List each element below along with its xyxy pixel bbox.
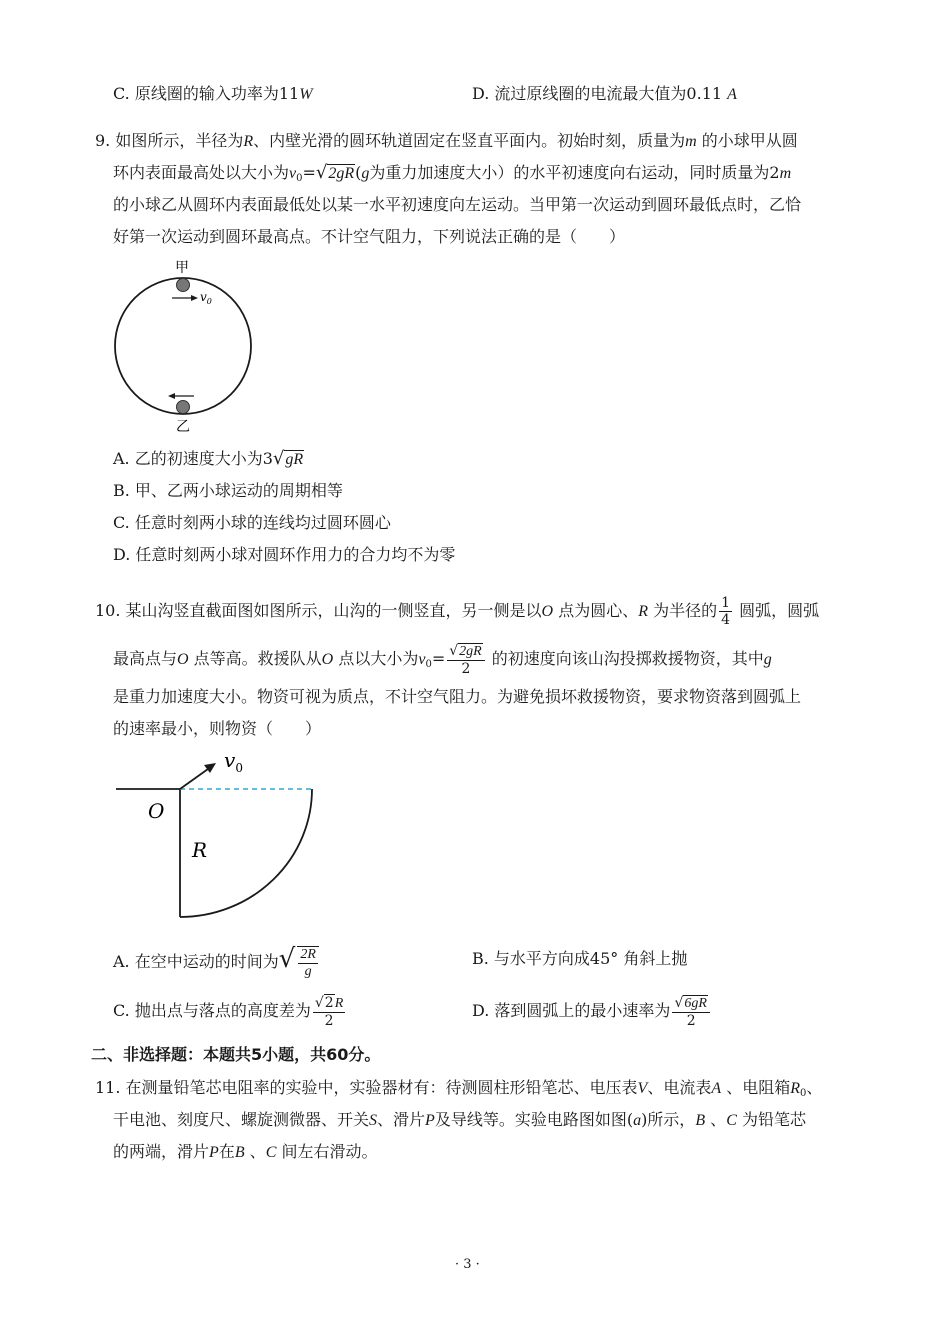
q10-symbol-g: g	[763, 651, 772, 668]
q10-option-a	[113, 942, 321, 980]
sqrt-icon: √	[449, 642, 459, 659]
q10-text: 点等高。救援队从	[188, 649, 322, 668]
q10-subscript: 0	[425, 659, 432, 670]
q9-option-c	[113, 512, 391, 534]
q10-symbol-o: O	[541, 603, 554, 620]
q10-symbol-r: R	[638, 603, 648, 620]
q9-option-c-text: C. 任意时刻两小球的连线均过圆环圆心	[113, 513, 391, 532]
q9-symbol-m: m	[685, 133, 697, 150]
q11-text: 、	[244, 1142, 266, 1161]
q9-ball-yi	[177, 401, 190, 414]
q11-symbol-c: C	[726, 1112, 737, 1129]
q10-frac-den: 4	[721, 612, 730, 628]
q10-stem-line-4	[113, 718, 321, 740]
q11-symbol-p: P	[209, 1144, 219, 1161]
q11-symbol-p: P	[425, 1112, 435, 1129]
q10-option-b	[472, 948, 687, 970]
q9-stem-line-1	[95, 130, 798, 153]
q9-label-jia: 甲	[175, 260, 189, 276]
q10-stem-line-1	[95, 594, 819, 629]
sqrt-icon: √	[272, 448, 285, 469]
q9-label-yi: 乙	[176, 419, 190, 435]
q11-text: 、滑片	[377, 1110, 426, 1129]
q10-frac-num: 2	[324, 994, 334, 1011]
q9-subscript: 0	[296, 173, 303, 184]
q11-symbol-s: S	[369, 1112, 378, 1129]
q10-option-a-text: A. 在空中运动的时间为	[113, 952, 279, 971]
section-2-title: 二、非选择题：本题共5小题，共60分。	[91, 1045, 381, 1064]
q10-equals: =	[431, 649, 446, 668]
q11-symbol-c: C	[265, 1144, 277, 1161]
q10-fraction-v0	[447, 643, 484, 677]
q10-velocity-arrow	[180, 769, 208, 789]
q9-text: 为重力加速度大小）的水平初速度向右运动，同时质量为2	[369, 163, 780, 182]
q10-gully-figure	[112, 745, 332, 925]
q11-text: 在	[218, 1142, 235, 1161]
q10-frac-den: g	[304, 963, 312, 979]
q11-symbol-b: B	[234, 1144, 245, 1161]
q9-option-b	[113, 480, 343, 502]
arrow-head-icon	[191, 295, 198, 301]
q11-stem-line-2	[113, 1109, 806, 1132]
q10-frac-den: 2	[324, 1012, 334, 1029]
q11-symbol-a-fig: a	[633, 1112, 642, 1129]
q9-symbol-g: g	[361, 165, 370, 182]
q10-text: 的速率最小，则物资（ ）	[113, 719, 322, 738]
q11-text: 为铅笔芯	[736, 1110, 806, 1129]
q10-symbol-o: O	[321, 651, 334, 668]
q10-option-d-frac	[672, 995, 709, 1029]
q9-option-d-text: D. 任意时刻两小球对圆环作用力的合力均不为零	[113, 545, 456, 564]
q10-label-o: O	[148, 799, 165, 823]
q10-option-a-frac	[297, 946, 319, 980]
q9-symbol-v: v	[289, 165, 297, 182]
q11-text: )所示，	[641, 1110, 696, 1129]
q10-text: 的初速度向该山沟投掷救援物资，其中	[486, 649, 764, 668]
q10-symbol-v: v	[418, 651, 426, 668]
page-number-text: · 3 ·	[455, 1257, 480, 1272]
q10-text: 为半径的	[647, 601, 718, 620]
q9-stem-line-3	[113, 194, 801, 216]
q10-frac-num: 2R	[300, 946, 316, 962]
q10-text: 点以大小为	[333, 649, 419, 668]
q11-text: 的两端，滑片	[113, 1142, 210, 1161]
q10-fraction-quarter	[719, 595, 732, 628]
q8-option-c	[113, 83, 313, 106]
q10-frac-den: 2	[686, 1012, 696, 1029]
q8-option-d-unit: A	[727, 86, 737, 103]
q11-text: 间左右滑动。	[276, 1142, 378, 1161]
q10-text: 是重力加速度大小。物资可视为质点，不计空气阻力。为避免损坏救援物资，要求物资落到圆弧上	[113, 687, 802, 706]
q10-frac-num: 1	[721, 595, 730, 611]
q10-text: 点为圆心、	[553, 601, 639, 620]
q9-sqrt-expr: 2gR	[328, 165, 355, 182]
q10-stem-line-2	[113, 642, 772, 682]
q9-symbol-r: R	[243, 133, 254, 150]
section-2-heading	[91, 1044, 380, 1066]
q11-text: 及导线等。实验电路图如图(	[434, 1110, 634, 1129]
q9-option-d	[113, 544, 455, 566]
q11-stem-line-3	[113, 1141, 377, 1164]
q9-ball-jia	[177, 279, 190, 292]
q10-option-c-text: C. 抛出点与落点的高度差为	[113, 1001, 311, 1020]
q10-text: 最高点与	[113, 649, 178, 668]
q10-symbol-o: O	[177, 651, 189, 668]
q11-symbol-v: V	[637, 1080, 648, 1097]
q9-text: 、内壁光滑的圆环轨道固定在竖直平面内。初始时刻，质量为	[253, 131, 686, 150]
q11-subscript: 0	[800, 1088, 807, 1099]
q9-stem-line-4	[113, 226, 625, 248]
q11-text: 、电流表	[647, 1078, 712, 1097]
q11-text: 、	[705, 1110, 727, 1129]
q9-option-a-text: A. 乙的初速度大小为3	[113, 449, 273, 468]
q9-text: 好第一次运动到圆环最高点。不计空气阻力，下列说法正确的是（ ）	[113, 227, 626, 246]
q9-stem-line-2	[113, 162, 791, 190]
q10-option-b-text: B. 与水平方向成45° 角斜上抛	[472, 949, 688, 968]
q9-text: 的小球甲从圆	[696, 131, 798, 150]
q11-text: 、	[806, 1078, 823, 1097]
q9-circle-figure	[108, 256, 268, 436]
q10-label-r: R	[192, 838, 208, 862]
q10-text: 圆弧，圆弧	[734, 601, 820, 620]
q9-text: 的小球乙从圆环内表面最低处以某一水平初速度向左运动。当甲第一次运动到圆环最低点时，乙恰	[113, 195, 802, 214]
q9-label-v: $v_0$	[200, 290, 212, 306]
q11-text: 11. 在测量铅笔芯电阻率的实验中，实验器材有：待测圆柱形铅笔芯、电压表	[95, 1078, 638, 1097]
q8-option-c-text: C. 原线圈的输入功率为11	[113, 84, 300, 103]
q9-text: 9. 如图所示，半径为	[95, 131, 244, 150]
q10-stem-line-3	[113, 686, 801, 708]
q11-symbol-a: A	[711, 1080, 722, 1097]
q10-frac-num: 6gR	[684, 995, 707, 1011]
q11-symbol-r: R	[790, 1080, 800, 1097]
q10-frac-num: 2gR	[459, 643, 482, 659]
arrow-head-icon	[168, 393, 175, 399]
sqrt-icon: √	[315, 162, 328, 183]
sqrt-icon: √	[278, 944, 296, 974]
q8-option-d-text: D. 流过原线圈的电流最大值为0.11	[472, 84, 728, 103]
q9-equals: =	[302, 163, 316, 182]
q10-text: 10. 某山沟竖直截面图如图所示，山沟的一侧竖直，另一侧是以	[95, 601, 542, 620]
q10-option-c	[113, 994, 347, 1029]
q11-stem-line-1	[95, 1077, 822, 1105]
q11-symbol-b: B	[695, 1112, 706, 1129]
q10-label-v0: $v_0$	[224, 748, 243, 775]
sqrt-icon: √	[674, 994, 684, 1011]
q8-option-d	[472, 83, 737, 106]
q10-frac-den: 2	[461, 660, 471, 677]
q11-text: 干电池、刻度尺、螺旋测微器、开关	[113, 1110, 370, 1129]
q9-option-a	[113, 448, 304, 471]
q10-option-c-frac	[313, 995, 345, 1029]
q10-option-d	[472, 994, 712, 1029]
q9-text: 环内表面最高处以大小为	[113, 163, 290, 182]
q9-option-b-text: B. 甲、乙两小球运动的周期相等	[113, 481, 343, 500]
q9-text: (	[355, 163, 362, 182]
sqrt-icon: √	[314, 994, 324, 1011]
q8-option-c-unit: W	[299, 86, 313, 103]
q9-option-a-sqrt: gR	[285, 451, 304, 468]
page-number	[455, 1254, 480, 1276]
q11-text: 、电阻箱	[721, 1078, 791, 1097]
q10-option-d-text: D. 落到圆弧上的最小速率为	[472, 1001, 671, 1020]
q9-symbol-m: m	[779, 165, 792, 182]
q10-frac-num-r: R	[334, 995, 344, 1011]
